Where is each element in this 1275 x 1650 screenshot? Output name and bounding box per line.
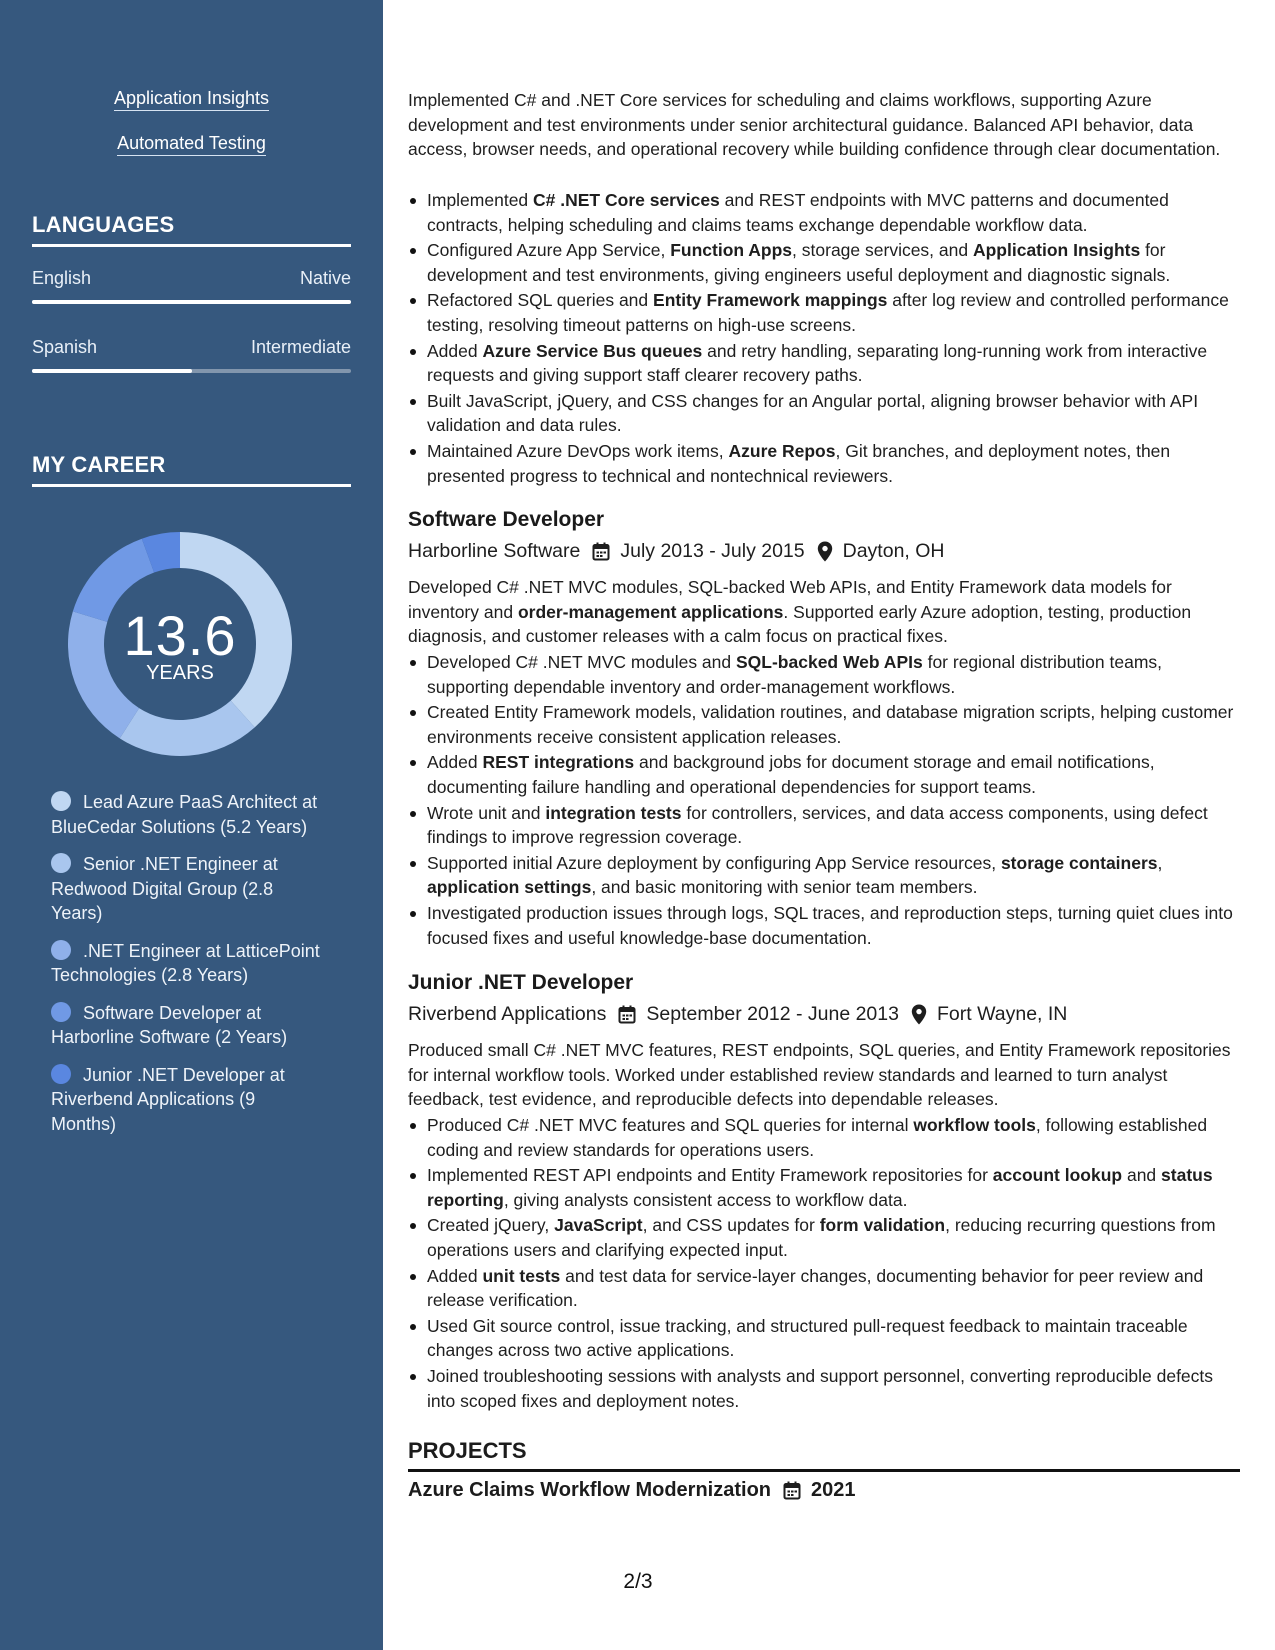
bold-keyword: Entity Framework mappings	[653, 290, 888, 311]
bullet-item: Created Entity Framework models, validation routines, and database migration scripts, helping customer environments receive consistent application releases.	[408, 700, 1240, 749]
language-name: Spanish	[32, 337, 98, 357]
bold-keyword: storage containers	[1000, 852, 1158, 873]
career-total-years: 13.6	[123, 604, 237, 667]
language-bar-spanish	[32, 369, 351, 373]
language-bar-english	[32, 300, 351, 304]
bold-keyword: form validation	[819, 1215, 946, 1236]
page-number: 2/3	[623, 1570, 653, 1593]
bullet-item: Investigated production issues through logs, SQL traces, and reproduction steps, turning quiet clues into focused fixes and useful knowledge-base documentation.	[408, 901, 1240, 950]
bullet-dot	[410, 298, 416, 304]
bold-keyword: order-management applications	[517, 601, 784, 622]
project-title: Azure Claims Workflow Modernization	[408, 1479, 771, 1501]
bold-keyword: Azure Repos	[728, 440, 836, 461]
skill-link-application-insights[interactable]: Application Insights	[0, 88, 383, 111]
calendar-icon	[618, 1005, 636, 1024]
bold-keyword: workflow tools	[913, 1115, 1036, 1135]
bullet-dot	[410, 710, 416, 716]
job-location: Fort Wayne, IN	[936, 1003, 1068, 1025]
bullet-item: Configured Azure App Service, Function Apps, storage services, and Application Insights for development and test environments, giving engineers useful deployment and diagnostic signals.	[408, 238, 1240, 287]
job-meta	[408, 540, 1240, 563]
bullet-dot	[410, 399, 416, 405]
language-row-spanish	[32, 337, 351, 358]
job-bullets	[408, 187, 1240, 488]
bullet-dot	[410, 660, 416, 666]
bullet-item: Added unit tests and test data for service-layer changes, documenting behavior for peer review and release verification.	[408, 1264, 1240, 1313]
legend-dot	[51, 853, 71, 873]
map-pin-icon	[817, 541, 833, 562]
language-level: Intermediate	[250, 337, 351, 357]
bullet-item: Added Azure Service Bus queues and retry handling, separating long-running work from interactive requests and giving support staff clearer recovery paths.	[408, 339, 1240, 388]
bullet-dot	[410, 1274, 416, 1280]
bold-keyword: Azure Service Bus queues	[482, 340, 703, 361]
bullet-dot	[410, 449, 416, 455]
calendar-icon	[783, 1481, 801, 1500]
bullet-dot	[410, 349, 416, 355]
bullet-item: Built JavaScript, jQuery, and CSS changes for an Angular portal, aligning browser behavior with API validation and data rules.	[408, 389, 1240, 438]
legend-label: Software Developer at Harborline Software (2 Years)	[51, 1002, 288, 1047]
bullet-dot	[410, 1374, 416, 1380]
skill-link-automated-testing[interactable]: Automated Testing	[0, 133, 383, 156]
bullet-dot	[410, 1223, 416, 1229]
job-title: Software Developer	[408, 508, 605, 531]
legend-label: Lead Azure PaaS Architect at BlueCedar Solutions (5.2 Years)	[51, 792, 318, 837]
map-pin-icon	[911, 1004, 927, 1025]
bold-keyword: Application Insights	[972, 240, 1141, 261]
bullet-dot	[410, 198, 416, 204]
sidebar	[0, 0, 383, 1650]
bullet-item: Produced C# .NET MVC features and SQL queries for internal workflow tools, following established coding and review standards for operations users.	[408, 1113, 1240, 1162]
bullet-dot	[410, 911, 416, 917]
language-row-english	[32, 268, 351, 289]
company-name: Harborline Software	[408, 540, 581, 562]
bullet-item: Wrote unit and integration tests for controllers, services, and data access components, using defect findings to improve regression coverage.	[408, 801, 1240, 850]
job-meta	[408, 1003, 1240, 1026]
legend-dot	[51, 1064, 71, 1084]
legend-dot	[51, 1002, 71, 1022]
career-legend	[51, 790, 321, 1149]
bold-keyword: account lookup	[992, 1165, 1123, 1186]
job-location: Dayton, OH	[842, 540, 945, 562]
career-total-unit: YEARS	[146, 662, 214, 684]
career-heading: MY CAREER	[32, 452, 351, 487]
career-total	[66, 530, 294, 758]
bold-keyword: C# .NET Core services	[533, 190, 720, 210]
career-legend-item	[51, 1063, 321, 1137]
job-summary: Developed C# .NET MVC modules, SQL-backed Web APIs, and Entity Framework data models for inventory and order-management applications. Supported early Azure adoption, testing, production diagnosis, and customer releases with a calm focus on practical fixes.	[408, 577, 1192, 647]
bullet-dot	[410, 248, 416, 254]
job-bullets	[408, 649, 1240, 950]
bullet-item: Added REST integrations and background jobs for document storage and email notifications, documenting failure handling and operational dependencies for support teams.	[408, 750, 1240, 799]
calendar-icon	[592, 542, 610, 561]
bold-keyword: application settings	[427, 877, 592, 898]
bold-keyword: JavaScript	[554, 1215, 643, 1236]
bold-keyword: unit tests	[482, 1265, 561, 1286]
legend-label: Junior .NET Developer at Riverbend Applications (9 Months)	[51, 1064, 285, 1134]
bold-keyword: status reporting	[427, 1165, 1213, 1210]
job-dates: July 2013 - July 2015	[620, 540, 805, 562]
bullet-item: Developed C# .NET MVC modules and SQL-backed Web APIs for regional distribution teams, supporting dependable inventory and order-management workflows.	[408, 650, 1240, 699]
legend-label: .NET Engineer at LatticePoint Technologies (2.8 Years)	[51, 940, 320, 985]
language-level: Native	[299, 268, 351, 288]
bold-keyword: SQL-backed Web APIs	[736, 652, 923, 672]
career-legend-item	[51, 852, 321, 926]
legend-dot	[51, 791, 71, 811]
career-legend-item	[51, 1001, 321, 1050]
language-bar-fill	[32, 300, 351, 304]
bold-keyword: Function Apps	[670, 240, 793, 261]
languages-heading: LANGUAGES	[32, 212, 351, 247]
job-title: Junior .NET Developer	[408, 971, 634, 994]
career-legend-item	[51, 939, 321, 988]
bullet-dot	[410, 1123, 416, 1129]
career-legend-item	[51, 790, 321, 839]
projects-heading: PROJECTS	[408, 1438, 1240, 1472]
language-bar-fill	[32, 369, 192, 373]
job-summary: Implemented C# and .NET Core services for scheduling and claims workflows, supporting Azure development and test environments under senior architectural guidance. Balanced API behavior, data access, browser needs, and operational recovery while building confidence through clear documentation.	[408, 90, 1221, 160]
bold-keyword: REST integrations	[482, 752, 635, 773]
job-summary: Produced small C# .NET MVC features, REST endpoints, SQL queries, and Entity Framework repositories for internal workflow tools. Worked under established review standards and learned to turn analyst feedback, test evidence, and reproducible defects into dependable releases.	[408, 1040, 1231, 1110]
bullet-dot	[410, 1173, 416, 1179]
project-year: 2021	[811, 1479, 856, 1501]
bullet-item: Joined troubleshooting sessions with analysts and support personnel, converting reproducible defects into scoped fixes and deployment notes.	[408, 1364, 1240, 1413]
language-name: English	[32, 268, 92, 288]
bullet-dot	[410, 811, 416, 817]
bullet-dot	[410, 861, 416, 867]
project-row	[408, 1479, 1240, 1502]
bold-keyword: integration tests	[545, 802, 682, 823]
bullet-item: Implemented C# .NET Core services and REST endpoints with MVC patterns and documented contracts, helping scheduling and claims teams exchange dependable workflow data.	[408, 188, 1240, 237]
bullet-item: Used Git source control, issue tracking, and structured pull-request feedback to maintain traceable changes across two active applications.	[408, 1314, 1240, 1363]
bullet-item: Supported initial Azure deployment by configuring App Service resources, storage containers, application settings, and basic monitoring with senior team members.	[408, 851, 1240, 900]
job-bullets	[408, 1112, 1240, 1413]
company-name: Riverbend Applications	[408, 1003, 607, 1025]
job-dates: September 2012 - June 2013	[646, 1003, 899, 1025]
legend-label: Senior .NET Engineer at Redwood Digital Group (2.8 Years)	[51, 854, 278, 923]
bullet-item: Created jQuery, JavaScript, and CSS updates for form validation, reducing recurring questions from operations users and clarifying expected input.	[408, 1213, 1240, 1262]
bullet-item: Maintained Azure DevOps work items, Azure Repos, Git branches, and deployment notes, then presented progress to technical and nontechnical reviewers.	[408, 439, 1240, 488]
bullet-item: Refactored SQL queries and Entity Framework mappings after log review and controlled performance testing, resolving timeout patterns on high-use screens.	[408, 288, 1240, 337]
bullet-item: Implemented REST API endpoints and Entity Framework repositories for account lookup and status reporting, giving analysts consistent access to workflow data.	[408, 1163, 1240, 1212]
legend-dot	[51, 940, 71, 960]
bullet-dot	[410, 1324, 416, 1330]
bullet-dot	[410, 760, 416, 766]
